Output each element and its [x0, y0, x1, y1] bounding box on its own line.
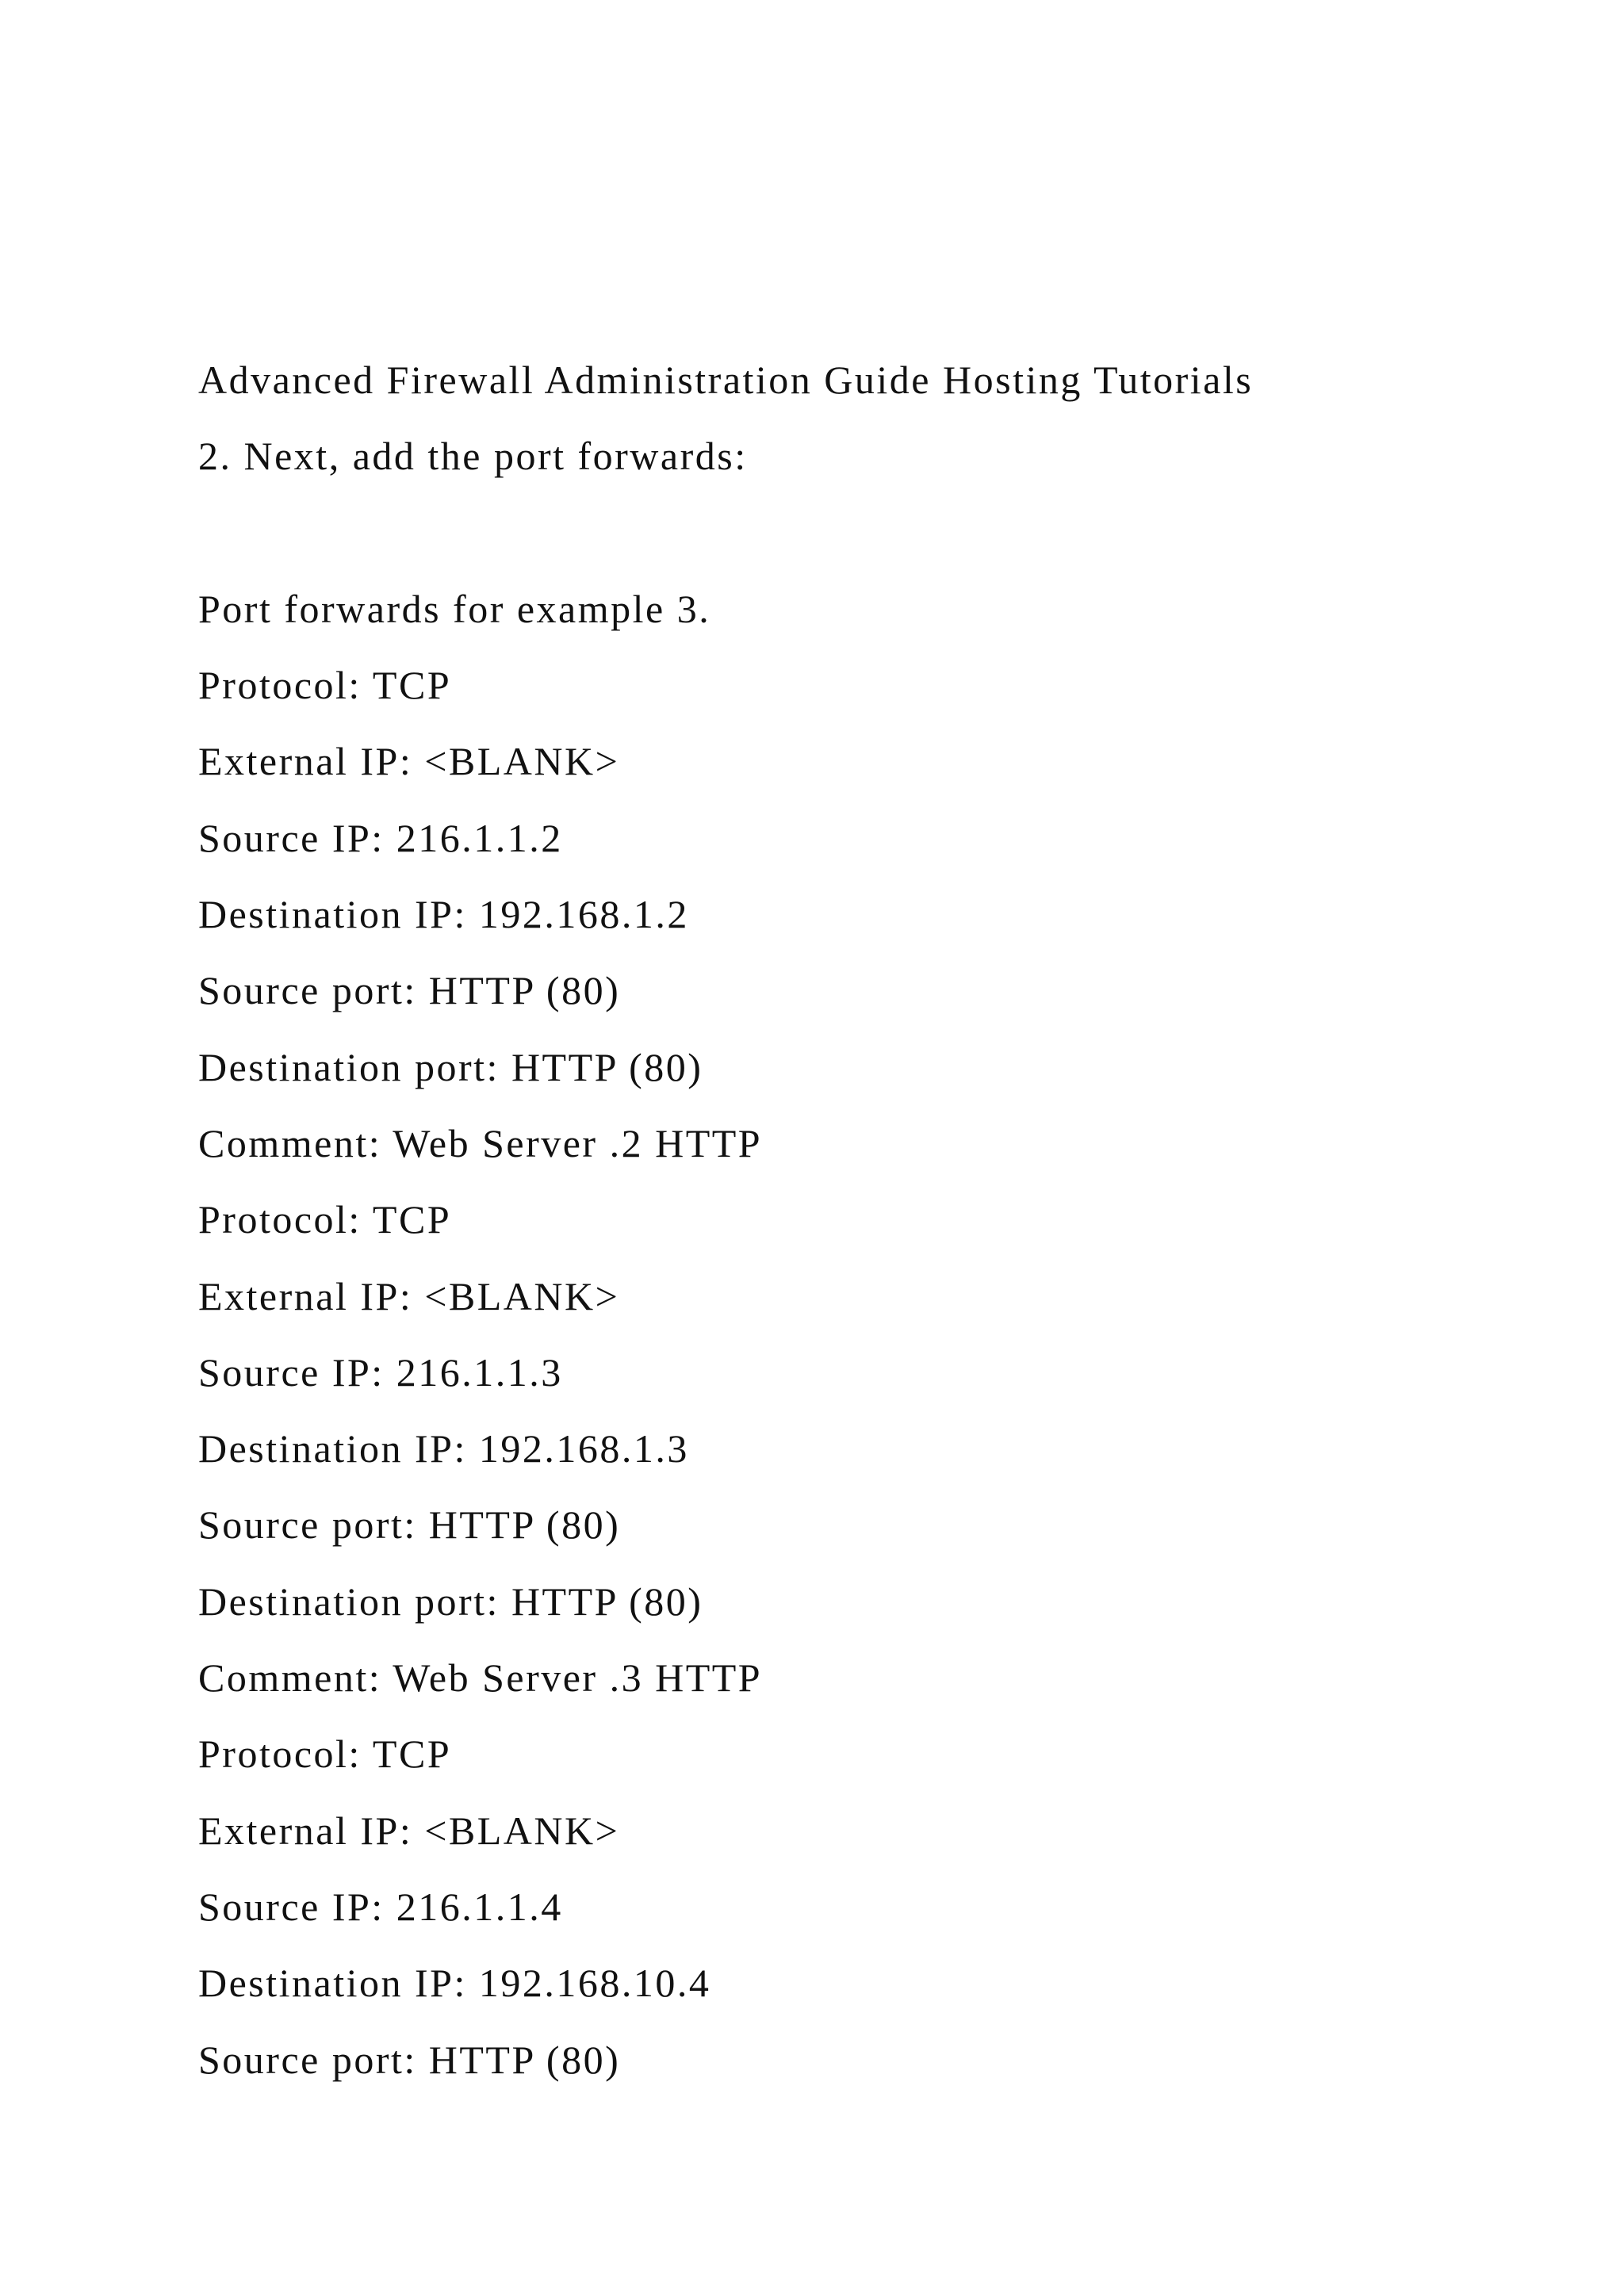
text-line: External IP: <BLANK> — [198, 739, 620, 784]
blank-line — [198, 503, 1546, 580]
text-line: Source port: HTTP (80) — [198, 2037, 621, 2082]
text-line: Source IP: 216.1.1.2 — [198, 815, 563, 860]
document-body — [198, 350, 1546, 2107]
text-line: Comment: Web Server .2 HTTP — [198, 1120, 763, 1165]
text-line: Protocol: TCP — [198, 1732, 452, 1777]
text-line: Protocol: TCP — [198, 1197, 452, 1242]
text-line: Source port: HTTP (80) — [198, 1502, 621, 1548]
text-line: External IP: <BLANK> — [198, 1808, 620, 1853]
text-line: Source port: HTTP (80) — [198, 968, 621, 1013]
text-line: Source IP: 216.1.1.4 — [198, 1884, 563, 1929]
text-line: Destination port: HTTP (80) — [198, 1578, 703, 1624]
section-title: Port forwards for example 3. — [198, 586, 711, 631]
text-line: Comment: Web Server .3 HTTP — [198, 1655, 763, 1701]
document-heading: Advanced Firewall Administration Guide Hosting Tutorials — [198, 358, 1254, 402]
text-line: Protocol: TCP — [198, 663, 452, 708]
text-line: Destination IP: 192.168.1.3 — [198, 1426, 689, 1471]
text-line: Destination port: HTTP (80) — [198, 1044, 703, 1089]
text-line: External IP: <BLANK> — [198, 1273, 620, 1318]
text-line: Destination IP: 192.168.1.2 — [198, 892, 689, 937]
text-line: Destination IP: 192.168.10.4 — [198, 1961, 711, 2006]
step-instruction: 2. Next, add the port forwards: — [198, 434, 748, 479]
text-line: Source IP: 216.1.1.3 — [198, 1349, 563, 1395]
